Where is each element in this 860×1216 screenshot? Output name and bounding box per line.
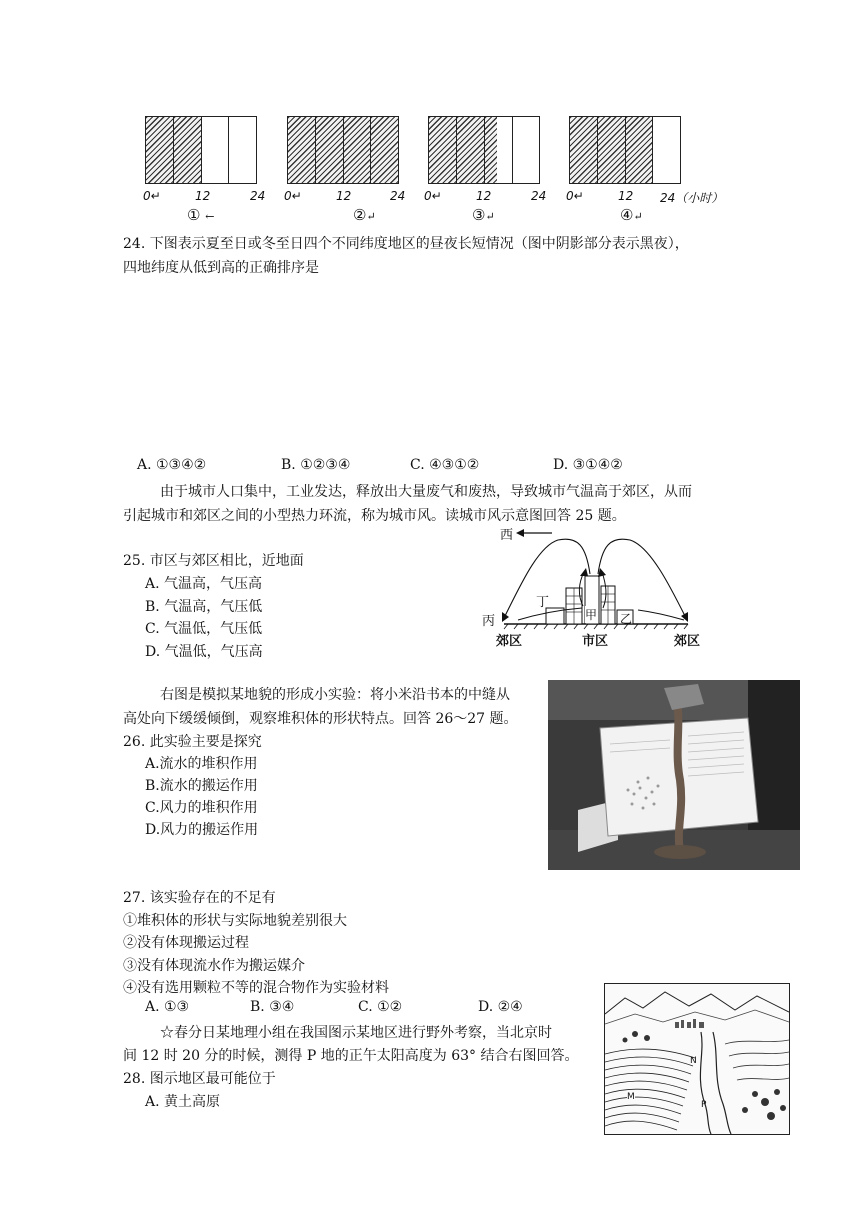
bar-label-2: ②↵	[353, 206, 376, 224]
tick-24: 24	[531, 189, 547, 203]
q25-option-a[interactable]: A. 气温高，气压高	[145, 576, 263, 592]
label-west-arrow: 西	[500, 528, 514, 543]
q26-option-c[interactable]: C.风力的堆积作用	[145, 800, 258, 816]
option-c[interactable]: C. ④③①②	[410, 457, 480, 473]
intro26-line2: 高处向下缓缓倾倒，观察堆积体的形状特点。回答 26～27 题。	[123, 711, 518, 727]
tick-0: 0↵	[284, 189, 302, 203]
label-n: N	[690, 1056, 697, 1066]
bar-label-4: ④↵	[620, 206, 643, 224]
daynight-bar-2	[287, 116, 399, 184]
intro25-line2: 引起城市和郊区之间的小型热力环流，称为城市风。读城市风示意图回答 25 题。	[123, 508, 626, 524]
label-suburb-right: 郊区	[674, 634, 701, 649]
q25-option-b[interactable]: B. 气温高，气压低	[145, 599, 263, 615]
q27-item-2: ②没有体现搬运过程	[123, 935, 249, 951]
tick-24: 24	[250, 189, 266, 203]
q27-item-3: ③没有体现流水作为搬运媒介	[123, 958, 305, 974]
q27-option-c[interactable]: C. ①②	[358, 999, 403, 1015]
q24-stem-line1: 24. 下图表示夏至日或冬至日四个不同纬度地区的昼夜长短情况（图中阴影部分表示黑夜），	[123, 236, 689, 252]
q27-option-d[interactable]: D. ②④	[478, 999, 523, 1015]
tick-0: 0↵	[424, 189, 442, 203]
label-suburb-left: 郊区	[496, 634, 523, 649]
tick-12: 12	[336, 189, 352, 203]
label-jia: 甲	[585, 608, 598, 622]
q26-option-a[interactable]: A.流水的堆积作用	[145, 756, 258, 772]
daynight-bar-4	[569, 116, 681, 184]
q25-option-c[interactable]: C. 气温低，气压低	[145, 621, 263, 637]
label-m: M	[627, 1092, 635, 1102]
intro25-line1: 由于城市人口集中，工业发达，释放出大量废气和废热，导致城市气温高于郊区，从而	[160, 484, 692, 500]
q28-stem: 28. 图示地区最可能位于	[123, 1071, 276, 1087]
intro26-line1: 右图是模拟某地貌的形成小实验：将小米沿书本的中缝从	[160, 687, 510, 703]
q28-option-a[interactable]: A. 黄土高原	[145, 1094, 221, 1110]
q27-item-1: ①堆积体的形状与实际地貌差别很大	[123, 913, 347, 929]
q27-item-4: ④没有选用颗粒不等的混合物作为实验材料	[123, 980, 389, 996]
q26-option-d[interactable]: D.风力的搬运作用	[145, 822, 259, 838]
terrace-sketch-svg	[605, 984, 789, 1134]
tick-24: 24	[390, 189, 406, 203]
label-bing: 丙	[482, 614, 496, 629]
tick-12: 12	[195, 189, 211, 203]
label-ding: 丁	[536, 595, 550, 610]
daynight-bar-1	[145, 116, 257, 184]
q26-option-b[interactable]: B.流水的搬运作用	[145, 778, 258, 794]
tick-0: 0↵	[566, 189, 584, 203]
bar-label-3: ③↵	[472, 206, 495, 224]
q27-option-a[interactable]: A. ①③	[145, 999, 190, 1015]
tick-0: 0↵	[143, 189, 161, 203]
daynight-bar-3	[428, 116, 540, 184]
option-a[interactable]: A. ①③④②	[137, 457, 207, 473]
terrace-sketch	[604, 983, 790, 1135]
label-yi: 乙	[620, 612, 633, 626]
q26-stem: 26. 此实验主要是探究	[123, 734, 262, 750]
option-d[interactable]: D. ③①④②	[553, 457, 623, 473]
experiment-photo-svg	[548, 680, 800, 870]
q27-stem: 27. 该实验存在的不足有	[123, 890, 276, 906]
q27-option-b[interactable]: B. ③④	[250, 999, 295, 1015]
intro28-line2: 间 12 时 20 分的时候，测得 P 地的正午太阳高度为 63° 结合右图回答。	[123, 1048, 579, 1064]
q24-stem-line2: 四地纬度从低到高的正确排序是	[123, 260, 319, 276]
tick-12: 12	[618, 189, 634, 203]
tick-24-unit: 24（小时）	[660, 191, 724, 205]
q25-option-d[interactable]: D. 气温低，气压高	[145, 644, 263, 660]
q25-stem: 25. 市区与郊区相比，近地面	[123, 553, 304, 569]
intro28-line1: ☆春分日某地理小组在我国图示某地区进行野外考察，当北京时	[160, 1025, 552, 1041]
city-wind-diagram	[478, 526, 710, 651]
tick-12: 12	[476, 189, 492, 203]
bar-label-1: ① ←	[187, 206, 215, 224]
label-p: P	[701, 1100, 707, 1110]
experiment-photo	[548, 680, 800, 870]
option-b[interactable]: B. ①②③④	[281, 457, 351, 473]
label-city: 市区	[582, 634, 609, 649]
